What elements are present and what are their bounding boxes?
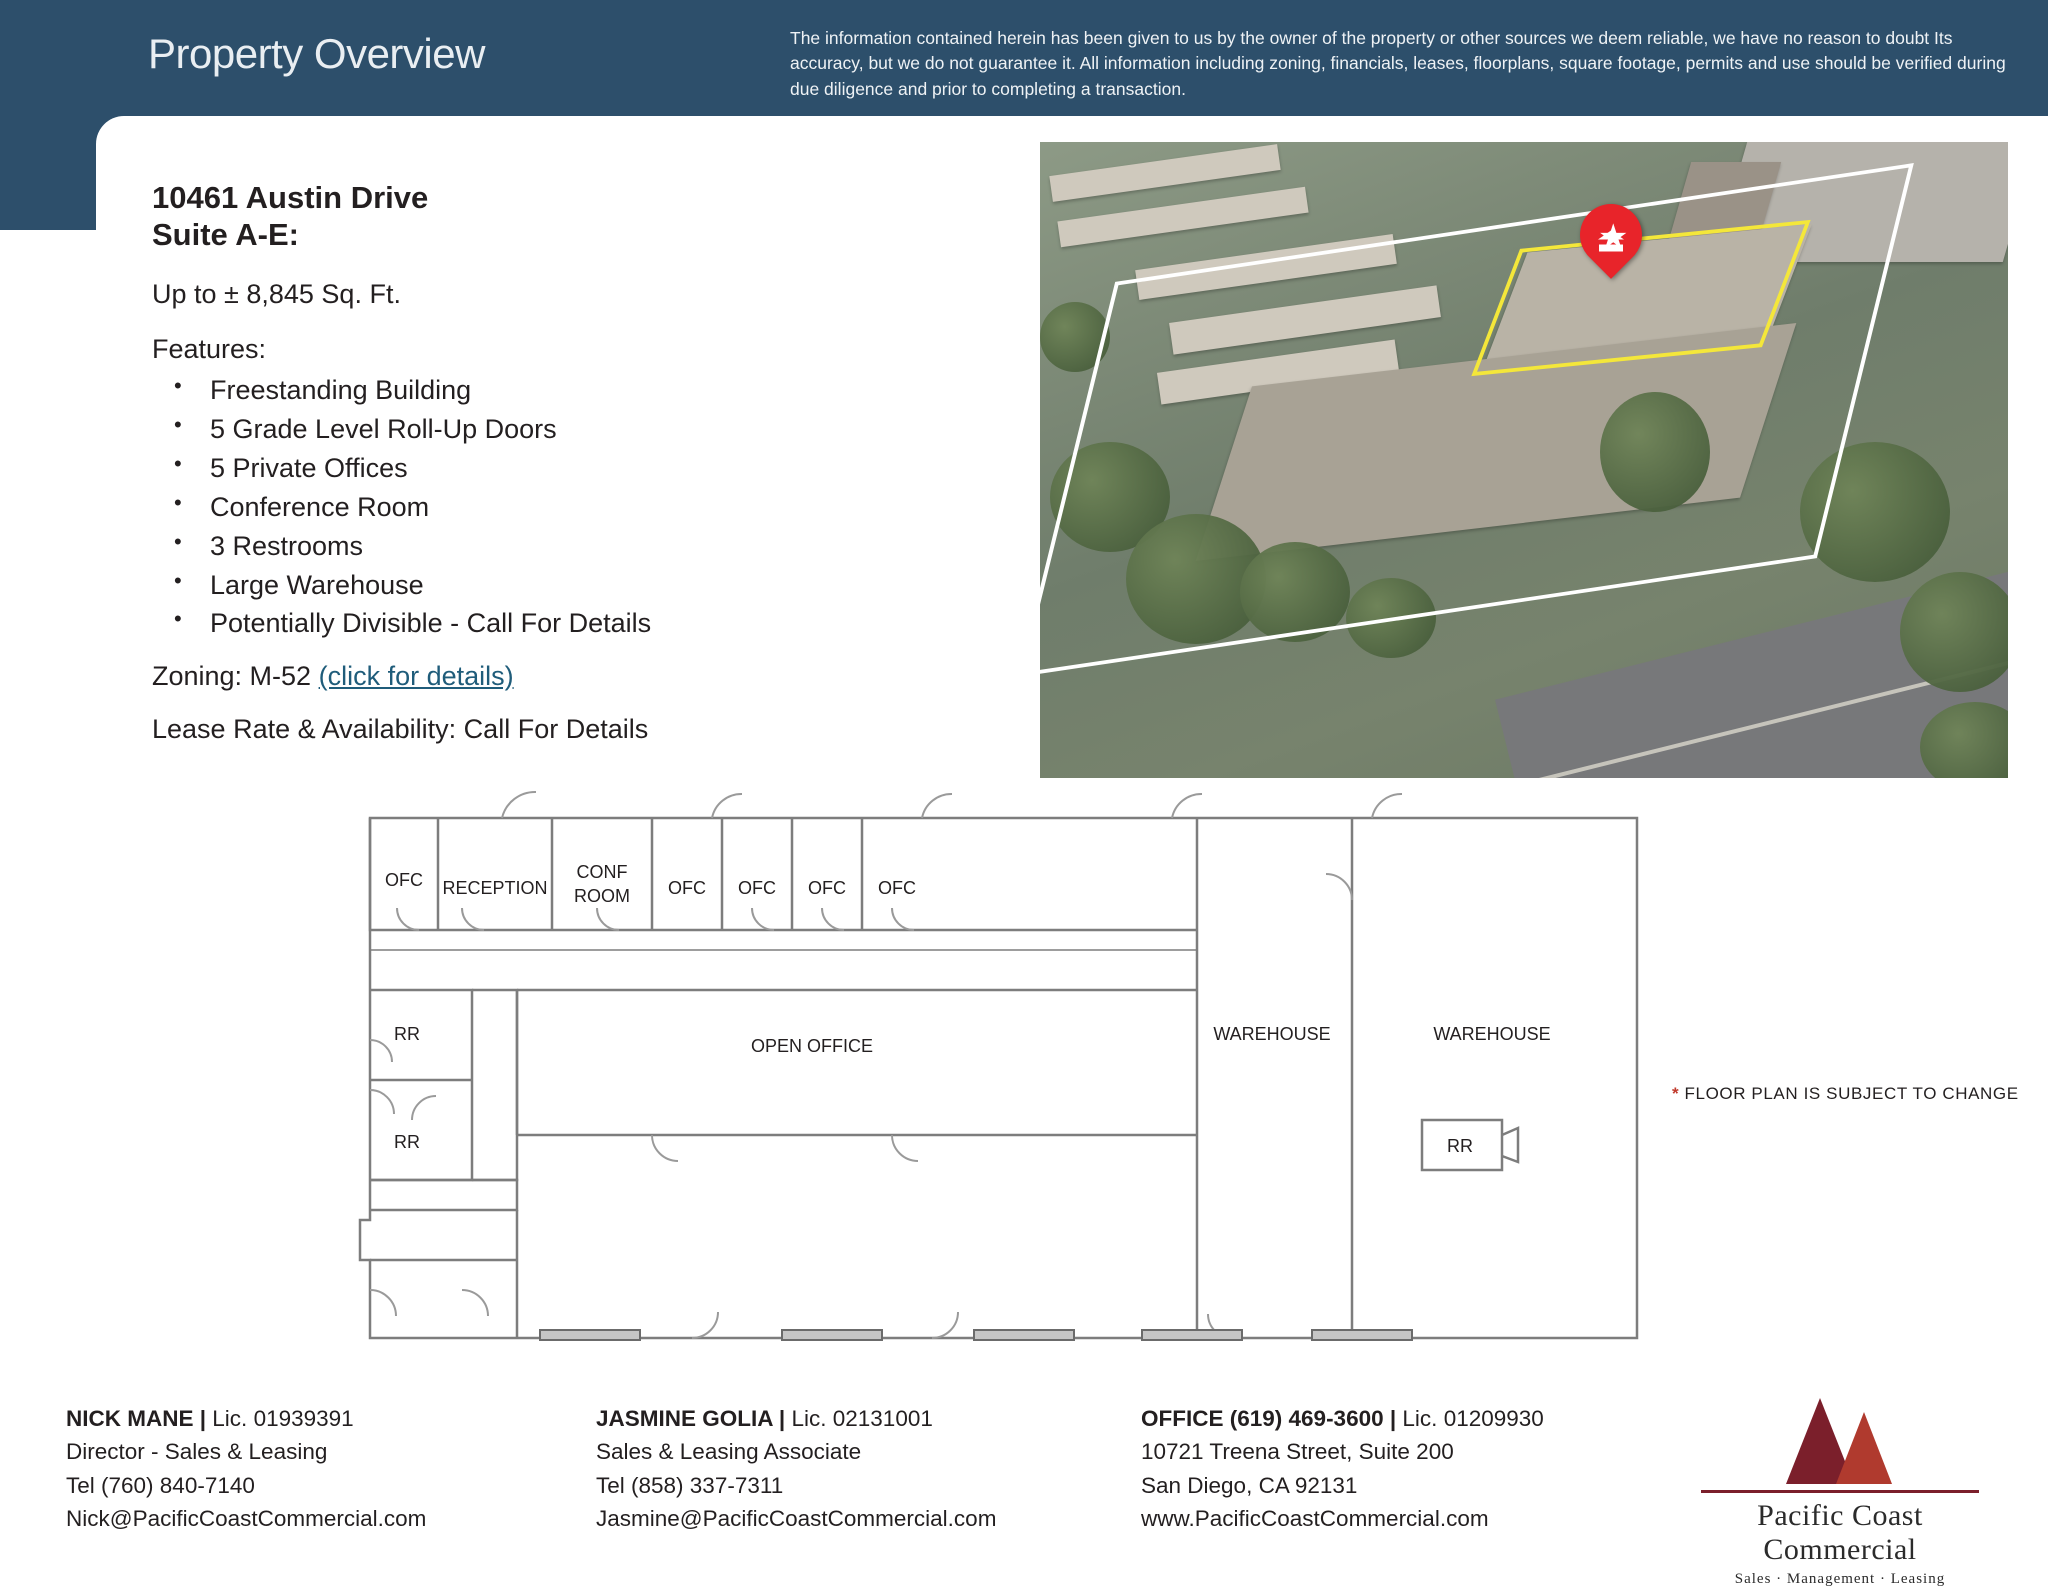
- address-line-1: 10461 Austin Drive: [152, 180, 429, 215]
- office-street: 10721 Treena Street, Suite 200: [1141, 1439, 1454, 1465]
- room-label-ofc1: OFC: [385, 870, 423, 890]
- room-label-ofc3: OFC: [738, 878, 776, 898]
- room-label-conf-1: CONF: [576, 862, 628, 882]
- aerial-features: [1040, 142, 2008, 778]
- list-item: • Large Warehouse: [152, 566, 1032, 605]
- contact-license: Lic. 01939391: [206, 1406, 354, 1431]
- contact-name-line: [66, 1402, 596, 1435]
- room-label-rr1: RR: [394, 1024, 420, 1044]
- zoning-line: [152, 661, 1032, 692]
- list-item: • 5 Grade Level Roll-Up Doors: [152, 410, 1032, 449]
- room-label-conf-2: ROOM: [574, 886, 630, 906]
- contact-card: [596, 1402, 1141, 1535]
- room-label-warehouse-2: WAREHOUSE: [1433, 1024, 1551, 1044]
- property-address: [152, 180, 1032, 253]
- room-label-warehouse-1: WAREHOUSE: [1213, 1024, 1331, 1044]
- floorplan-note-text: FLOOR PLAN IS SUBJECT TO CHANGE: [1684, 1084, 2019, 1103]
- room-label-reception: RECEPTION: [442, 878, 548, 898]
- logo-divider: [1701, 1490, 1979, 1493]
- logo-mark-icon: [1760, 1398, 1920, 1484]
- building-roof: [1049, 144, 1280, 202]
- features-label: Features:: [152, 334, 267, 365]
- contact-title: Director - Sales & Leasing: [66, 1439, 328, 1465]
- contact-license: Lic. 02131001: [785, 1406, 933, 1431]
- office-city: San Diego, CA 92131: [1141, 1472, 1358, 1498]
- contact-name: JASMINE GOLIA |: [596, 1406, 786, 1431]
- aerial-photo: [1040, 142, 2008, 778]
- list-item: • 3 Restrooms: [152, 527, 1032, 566]
- disclaimer-text: The information contained herein has been given to us by the owner of the property or other sources we deem reliable, we have no reason to doubt Its accuracy, but we do not guarantee it. All information including zoning, financials, leases, floorplans, square footage, permits and use should be verified during due diligence and prior to completing a transaction.: [790, 28, 2006, 99]
- zoning-details-link[interactable]: (click for details): [318, 661, 514, 692]
- contact-card: [66, 1402, 596, 1535]
- contact-email[interactable]: Nick@PacificCoastCommercial.com: [66, 1505, 427, 1531]
- room-label-rr3: RR: [1447, 1136, 1473, 1156]
- contact-footer: [66, 1402, 1706, 1535]
- office-website[interactable]: www.PacificCoastCommercial.com: [1141, 1505, 1489, 1531]
- star-icon: ★: [1598, 218, 1629, 256]
- tree: [1900, 572, 2008, 692]
- contact-name-line: [596, 1402, 1141, 1435]
- floor-plan: [352, 790, 1652, 1360]
- address-line-2: Suite A-E:: [152, 216, 299, 252]
- property-size: Up to ± 8,845 Sq. Ft.: [152, 279, 401, 310]
- contact-card: [1141, 1402, 1686, 1535]
- room-label-rr2: RR: [394, 1132, 420, 1152]
- asterisk-icon: *: [1672, 1084, 1680, 1103]
- contact-name: NICK MANE |: [66, 1406, 207, 1431]
- list-item: • Potentially Divisible - Call For Details: [152, 604, 1032, 643]
- office-phone: OFFICE (619) 469-3600 |: [1141, 1406, 1397, 1431]
- features-list: [152, 371, 1032, 643]
- page-title: Property Overview: [148, 30, 485, 77]
- logo-tagline: Sales · Management · Leasing: [1734, 1571, 1946, 1587]
- contact-title: Sales & Leasing Associate: [596, 1439, 862, 1465]
- contact-phone: Tel (858) 337-7311: [596, 1472, 784, 1498]
- room-label-ofc4: OFC: [808, 878, 846, 898]
- contact-license: Lic. 01209930: [1396, 1406, 1544, 1431]
- list-item: • Conference Room: [152, 488, 1032, 527]
- floorplan-note: [1672, 1084, 2019, 1104]
- property-info: [152, 180, 1032, 745]
- list-item: • 5 Private Offices: [152, 449, 1032, 488]
- room-label-ofc2: OFC: [668, 878, 706, 898]
- room-label-open-office: OPEN OFFICE: [750, 1036, 874, 1056]
- room-label-ofc5: OFC: [878, 878, 916, 898]
- zoning-label: Zoning: M-52: [152, 661, 312, 692]
- logo-line-1: Pacific Coast: [1757, 1499, 1923, 1532]
- logo-line-2: Commercial: [1763, 1533, 1917, 1566]
- contact-name-line: [1141, 1402, 1686, 1435]
- triangle-right-shape: [1836, 1412, 1892, 1484]
- contact-phone: Tel (760) 840-7140: [66, 1472, 255, 1498]
- company-logo: [1690, 1398, 1990, 1588]
- list-item: • Freestanding Building: [152, 371, 1032, 410]
- lease-rate-line: Lease Rate & Availability: Call For Details: [152, 714, 649, 745]
- contact-email[interactable]: Jasmine@PacificCoastCommercial.com: [596, 1505, 997, 1531]
